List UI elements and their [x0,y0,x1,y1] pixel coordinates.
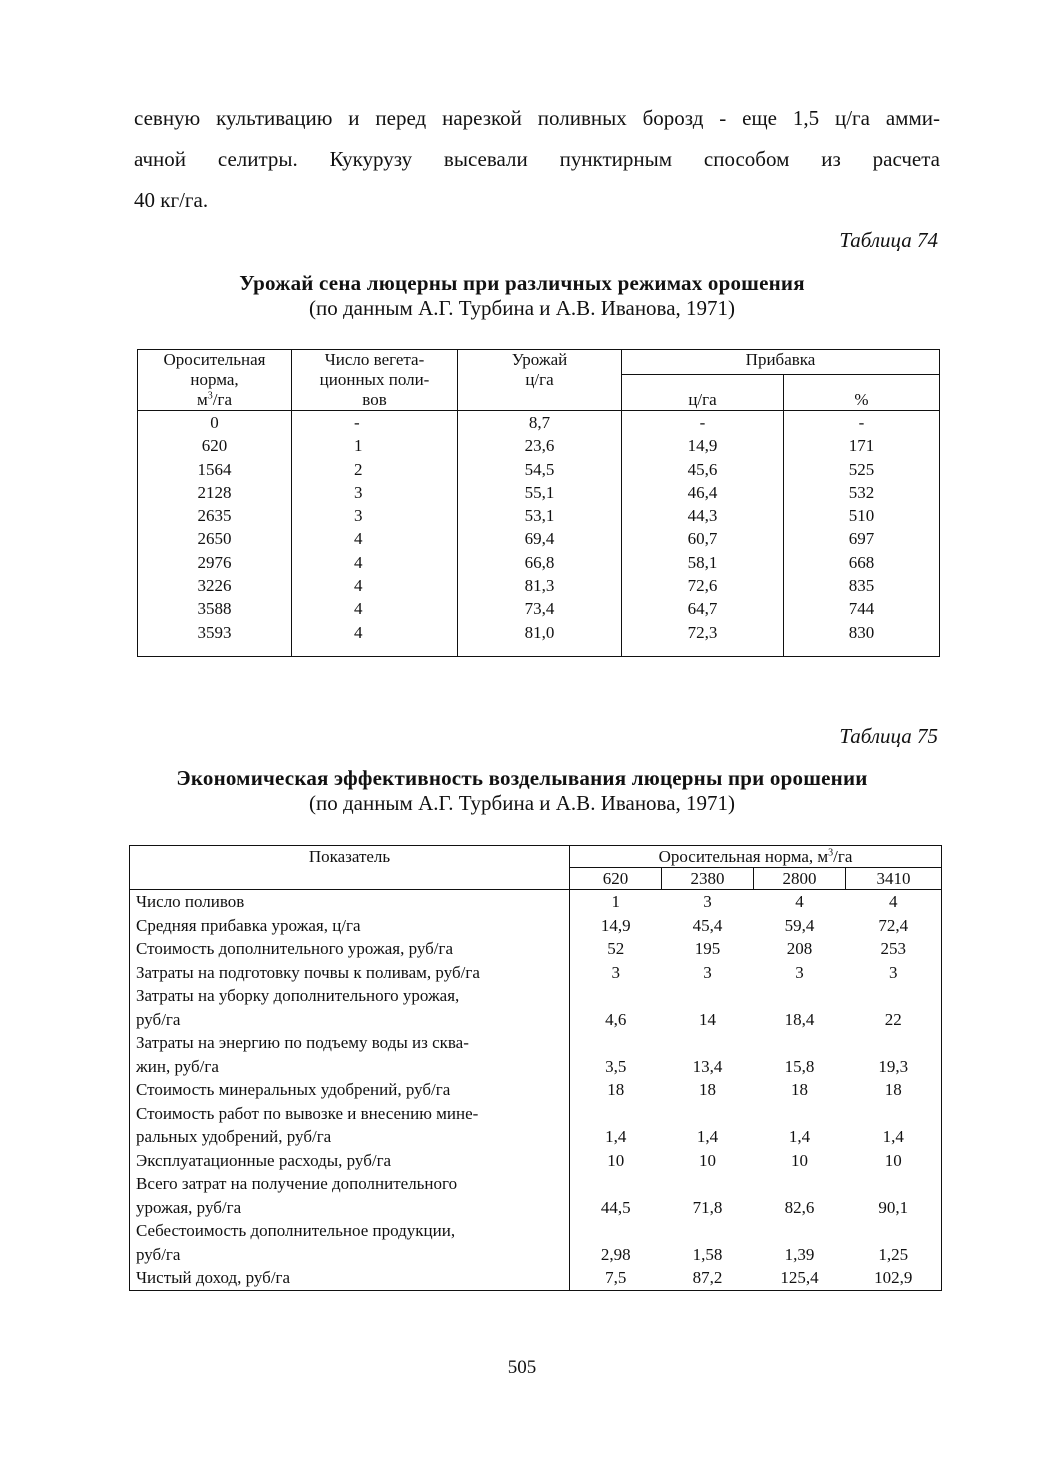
value-cell: 1 [570,890,662,914]
indicator-label [130,1219,570,1266]
table-row [130,890,942,914]
table-75-label: Таблица 75 [839,724,938,748]
indicator-label-line: Средняя прибавка урожая, ц/га [136,915,361,935]
table-cell: 3226 [138,574,292,597]
indicator-label [130,1266,570,1290]
value-cell: 3 [662,890,754,914]
value-cell: 45,4 [692,915,723,935]
table-cell: 835 [784,574,940,597]
value-cell: 4 [846,890,942,914]
header-norm-3410: 3410 [846,868,942,890]
table-cell: 44,3 [622,504,784,527]
value-cell: 3 [703,962,712,982]
table-cell: 45,6 [622,458,784,481]
table-cell: 46,4 [622,481,784,504]
value-cell: 22 [846,984,942,1031]
value-cell: 72,4 [846,914,942,938]
table-row [130,984,942,1031]
table-row [138,458,940,481]
table-row [138,621,940,644]
table-cell: 2976 [138,551,292,574]
table-row [130,1031,942,1078]
value-cell: 3,5 [605,1056,627,1076]
table-row [130,1219,942,1266]
table-cell: 60,7 [622,527,784,550]
table-cell: - [784,411,940,435]
table-row [138,434,940,457]
value-cell: 18 [699,1080,716,1099]
indicator-label-line: жин, руб/га [136,1056,219,1076]
intro-paragraph [134,98,940,221]
indicator-label-line: Затраты на подготовку почвы к поливам, руб/га [136,962,480,982]
table-cell: 4 [292,574,458,597]
value-cell: 18 [791,1080,808,1099]
header-norm-2380: 2380 [662,868,754,890]
table-cell: 55,1 [458,481,622,504]
value-cell: 10 [791,1150,808,1170]
value-cell: 19,3 [846,1031,942,1078]
value-cell: 1,25 [846,1219,942,1266]
table-row [138,597,940,620]
table-cell: 58,1 [622,551,784,574]
table-cell: - [622,411,784,435]
table-75 [129,845,942,1291]
table-cell: 697 [784,527,940,550]
table-cell: 3593 [138,621,292,644]
value-cell: 44,5 [600,1197,631,1217]
header-indicator: Показатель [130,846,570,890]
indicator-label-line: ральных удобрений, руб/га [136,1127,332,1146]
table-cell: 2128 [138,481,292,504]
header-yield: Урожай ц/га [458,350,622,411]
indicator-label [130,1102,570,1149]
table-cell: 532 [784,481,940,504]
table-74 [137,349,940,657]
table-row [138,527,940,550]
header-gain-percent: % [784,375,940,411]
header-irrigation-norm: Оросительная норма, $м^3/га$ [570,846,942,868]
table-cell: 2650 [138,527,292,550]
value-cell: 195 [694,939,721,958]
value-cell: 15,8 [784,1056,815,1076]
value-cell: 18 [846,1078,942,1102]
indicator-label [130,1172,570,1219]
indicator-label-line: Число поливов [136,892,245,911]
table-row [138,574,940,597]
indicator-label-line: Себестоимость дополнительное продукции, [136,1221,456,1240]
indicator-label [130,914,570,938]
value-cell: 1,39 [784,1244,815,1264]
indicator-label [130,984,570,1031]
value-cell: 7,5 [570,1266,662,1290]
value-cell: 4,6 [605,1009,627,1029]
table-cell: 23,6 [458,434,622,457]
value-cell: 18,4 [784,1009,815,1029]
indicator-label-line: руб/га [136,1009,181,1029]
table-cell: 66,8 [458,551,622,574]
intro-line: севную культивацию и перед нарезкой поливных борозд - еще 1,5 ц/га амми- [134,106,940,130]
value-cell: 2,98 [600,1244,631,1264]
table-74-label: Таблица 74 [839,228,938,252]
indicator-label-line: Чистый доход, руб/га [136,1268,291,1287]
table-cell: 3 [292,481,458,504]
value-cell: 14,9 [600,915,631,935]
value-cell: 13,4 [692,1056,723,1076]
value-cell: 3 [795,962,804,982]
table-74-subtitle: (по данным А.Г. Турбина и А.В. Иванова, 1971) [308,296,736,320]
table-row [130,1102,942,1149]
value-cell: 3 [846,961,942,985]
header-gain: Прибавка [622,350,940,375]
table-cell: 14,9 [622,434,784,457]
header-norm: Оросительная норма, $м^3/га$ [138,350,292,411]
value-cell: 18 [607,1080,625,1099]
header-norm-2800: 2800 [754,868,846,890]
page-number: 505 [507,1357,537,1378]
table-row [130,1078,942,1102]
table-cell: 64,7 [622,597,784,620]
table-cell: 0 [138,411,292,435]
table-cell: 744 [784,597,940,620]
value-cell: 1,58 [692,1244,723,1264]
indicator-label [130,937,570,961]
value-cell: 3 [611,962,620,982]
value-cell: 71,8 [692,1197,723,1217]
indicator-label-line: Стоимость работ по вывозке и внесению мине- [136,1103,479,1123]
table-row [130,937,942,961]
table-row [130,961,942,985]
table-cell: 510 [784,504,940,527]
table-cell: 4 [292,527,458,550]
table-cell: 4 [292,551,458,574]
value-cell: 1,4 [605,1127,627,1146]
value-cell: 10 [846,1149,942,1173]
table-row [138,504,940,527]
table-cell: 53,1 [458,504,622,527]
indicator-label-line: Стоимость минеральных удобрений, руб/га [136,1080,451,1099]
value-cell: 4 [754,890,846,914]
header-gain-centner: ц/га [622,375,784,411]
indicator-label-line: Всего затрат на получение дополнительного [136,1174,458,1193]
table-cell: 54,5 [458,458,622,481]
table-cell: 73,4 [458,597,622,620]
table-cell: 2635 [138,504,292,527]
indicator-label [130,961,570,985]
intro-line: 40 кг/га. [134,188,209,212]
value-cell: 90,1 [846,1172,942,1219]
value-cell: 10 [607,1150,625,1170]
indicator-label-line: Эксплуатационные расходы, руб/га [136,1150,392,1170]
value-cell: 52 [607,939,625,958]
table-cell: 171 [784,434,940,457]
table-row [138,551,940,574]
table-row [130,1172,942,1219]
table-cell: 81,3 [458,574,622,597]
indicator-label-line: урожая, руб/га [136,1197,242,1217]
intro-line: ачной селитры. Кукурузу высевали пунктирным способом из расчета [134,147,940,171]
table-row [130,1149,942,1173]
header-norm-620: 620 [570,868,662,890]
table-75-subtitle: (по данным А.Г. Турбина и А.В. Иванова, 1971) [308,791,736,815]
table-74-title: Урожай сена люцерны при различных режимах орошения [239,271,805,295]
table-row [130,1266,942,1290]
indicator-label [130,1078,570,1102]
table-cell: 1 [292,434,458,457]
value-cell: 82,6 [784,1197,815,1217]
table-cell: 830 [784,621,940,644]
indicator-label-line: руб/га [136,1244,181,1264]
table-cell: 3588 [138,597,292,620]
value-cell: 14 [699,1009,716,1029]
table-cell: 81,0 [458,621,622,644]
table-cell: 72,6 [622,574,784,597]
value-cell: 1,4 [788,1127,811,1146]
table-cell: 8,7 [458,411,622,435]
table-cell: 69,4 [458,527,622,550]
table-cell: - [292,411,458,435]
header-irrigation-count: Число вегета- ционных поли- вов [292,350,458,411]
indicator-label-line: Затраты на энергию по подъему воды из сква- [136,1033,469,1052]
value-cell: 253 [846,937,942,961]
table-row [138,481,940,504]
value-cell: 208 [786,939,813,958]
table-cell: 2 [292,458,458,481]
indicator-label-line: Стоимость дополнительного урожая, руб/га [136,939,454,958]
table-cell: 72,3 [622,621,784,644]
table-cell: 4 [292,597,458,620]
value-cell: 59,4 [784,915,815,935]
indicator-label [130,1149,570,1173]
table-cell: 1564 [138,458,292,481]
table-75-title: Экономическая эффективность возделывания люцерны при орошении [176,766,868,790]
table-cell: 3 [292,504,458,527]
value-cell: 102,9 [846,1266,942,1290]
table-cell: 668 [784,551,940,574]
indicator-label-line: Затраты на уборку дополнительного урожая, [136,986,460,1005]
indicator-label [130,890,570,914]
indicator-label [130,1031,570,1078]
value-cell: 1,4 [696,1127,719,1146]
table-row [130,914,942,938]
value-cell: 87,2 [662,1266,754,1290]
table-cell: 525 [784,458,940,481]
table-cell: 620 [138,434,292,457]
table-cell: 4 [292,621,458,644]
value-cell: 10 [699,1150,716,1170]
table-row [138,411,940,435]
value-cell: 1,4 [846,1102,942,1149]
value-cell: 125,4 [754,1266,846,1290]
